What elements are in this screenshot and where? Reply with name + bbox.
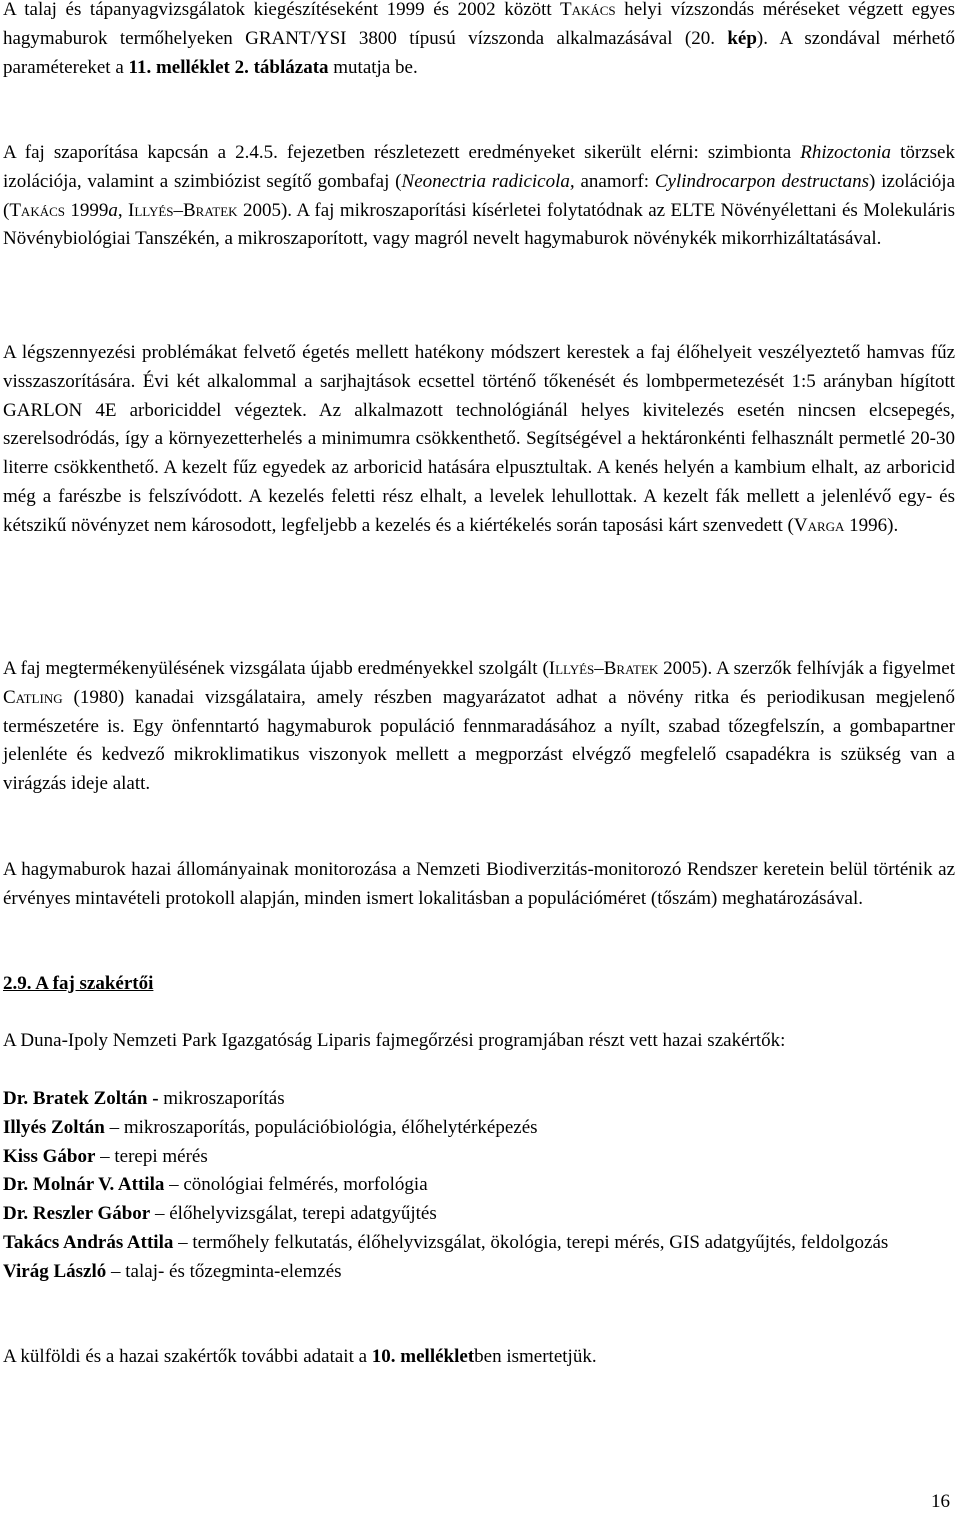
expert-item: Dr. Molnár V. Attila – cönológiai felmérés, morfológia xyxy=(3,1174,428,1196)
expert-item: Dr. Bratek Zoltán - mikroszaporítás xyxy=(3,1088,285,1109)
appendix-ref: 10. melléklet xyxy=(371,1346,475,1367)
taxon-rhizoctonia: Rhizoctonia xyxy=(800,142,892,163)
taxon-cylindrocarpon: Cylindrocarpon destructans xyxy=(654,170,869,192)
citation-illyes-bratek: Illyés–Bratek xyxy=(128,199,238,221)
citation-varga: Varga xyxy=(793,514,845,536)
appendix-ref: 11. melléklet 2. táblázata xyxy=(128,56,329,78)
expert-item: Virág László – talaj- és tőzegminta-elemzés xyxy=(3,1260,342,1282)
paragraph-experts-intro: A Duna-Ipoly Nemzeti Park Igazgatóság Liparis fajmegőrzési programjában részt vett hazai szakértők: xyxy=(3,1030,786,1051)
expert-item: Takács András Attila – termőhely felkutatás, élőhelyvizsgálat, ökológia, terepi mérés, GIS adatgyűjtés, feldolgozás xyxy=(3,1231,889,1253)
citation-takacs: Takács xyxy=(9,199,65,221)
paragraph-monitoring: A hagymaburok hazai állományainak monitorozása a Nemzeti Biodiverzitás-monitorozó Rendszer keretein belül történik az érvényes mintavételi protokoll alapján, minden ismert lokalitásban a populációméret (tőszám) meghatározásával. xyxy=(3,859,955,909)
paragraph-willow-control: A légszennyezési problémákat felvető égetés mellett hatékony módszert kerestek a faj élőhelyeit veszélyeztető hamvas fűz visszaszorítására. Évi két alkalommal a sarjhajtások ecsettel történő tőkenését és lombpermetezését 1:5 arányban hígított GARLON 4E arboriciddel végeztek. Az alkalmazott technológiánál helyes kivitelezés esetén nincsen elcsepegés, szerelsodródás, így a környezetterhelés a minimumra csökkenthető. Segítségével a hektáronkénti felhasznált permetlé 20-30 literre csökkenthető. A kezelt fűz egyedek az arboricid hatására elpusztultak. A kenés helyén a kambium elhalt, az arboricid még a farészbe is felszívódott. A kezelés feletti rész elhalt, a levelek lehullottak. A kezelt fák mellett a jelenlévő egy- és kétszikű növényzet nem károsodott, legfeljebb a kezelés és a kiértékelés során taposási kárt szenvedett (Varga 1996). xyxy=(3,342,955,536)
expert-item: Illyés Zoltán – mikroszaporítás, populációbiológia, élőhelytérképezés xyxy=(3,1116,538,1138)
citation-illyes-bratek: Illyés–Bratek xyxy=(548,658,659,679)
expert-item: Dr. Reszler Gábor – élőhelyvizsgálat, terepi adatgyűjtés xyxy=(3,1203,437,1225)
author-takacs: akács xyxy=(571,0,616,20)
figure-ref: kép xyxy=(727,27,757,49)
expert-item: Kiss Gábor – terepi mérés xyxy=(3,1145,208,1167)
page-number: 16 xyxy=(931,1491,950,1512)
expert-list xyxy=(3,1085,955,1287)
paragraph-propagation: A faj szaporítása kapcsán a 2.4.5. fejezetben részletezett eredményeket sikerült elérni: szimbionta Rhizoctonia törzsek izolációja, valamint a szimbiózist segítő gombafaj (Neonectria radicicola, anamorf: Cylindrocarpon destructans) izolációja (Takács 1999a, Illyés–Bratek 2005). A faj mikroszaporítási kísérletei folytatódnak az ELTE Növényélettani és Molekuláris Növénybiológiai Tanszékén, a mikroszaporított, vagy magról nevelt hagymaburok növénykék mikorrhizáltatásával. xyxy=(3,142,956,250)
taxon-neonectria: Neonectria radicicola, xyxy=(401,170,575,192)
paragraph-water-probe: A talaj és tápanyagvizsgálatok kiegészítéseként 1999 és 2002 között Takács helyi vízszondás méréseket végzett egyes hagymaburok termőhelyeken GRANT/YSI 3800 típusú vízszonda alkalmazásával (20. kép). A szondával mérhető paramétereket a 11. melléklet 2. táblázata mutatja be. xyxy=(3,0,955,78)
paragraph-appendix-note: A külföldi és a hazai szakértők további adatait a 10. mellékletben ismertetjük. xyxy=(3,1346,597,1367)
paragraph-fertilization: A faj megtermékenyülésének vizsgálata újabb eredményekkel szolgált (Illyés–Bratek 2005). A szerzők felhívják a figyelmet Catling (1980) kanadai vizsgálataira, amely részben magyarázatot adhat a növény ritka és periodikusan megjelenő természetére is. Egy önfenntartó hagymaburok populáció fennmaradásához a nyílt, szabad tőzegfelszín, a gombapartner jelenléte és kedvező mikroklimatikus viszonyok mellett a megporzást elvégző megfelelő csapadékra is szükség van a virágzás ideje alatt. xyxy=(3,658,955,795)
section-heading: 2.9. A faj szakértői xyxy=(3,973,154,994)
citation-catling: Catling xyxy=(3,686,63,708)
